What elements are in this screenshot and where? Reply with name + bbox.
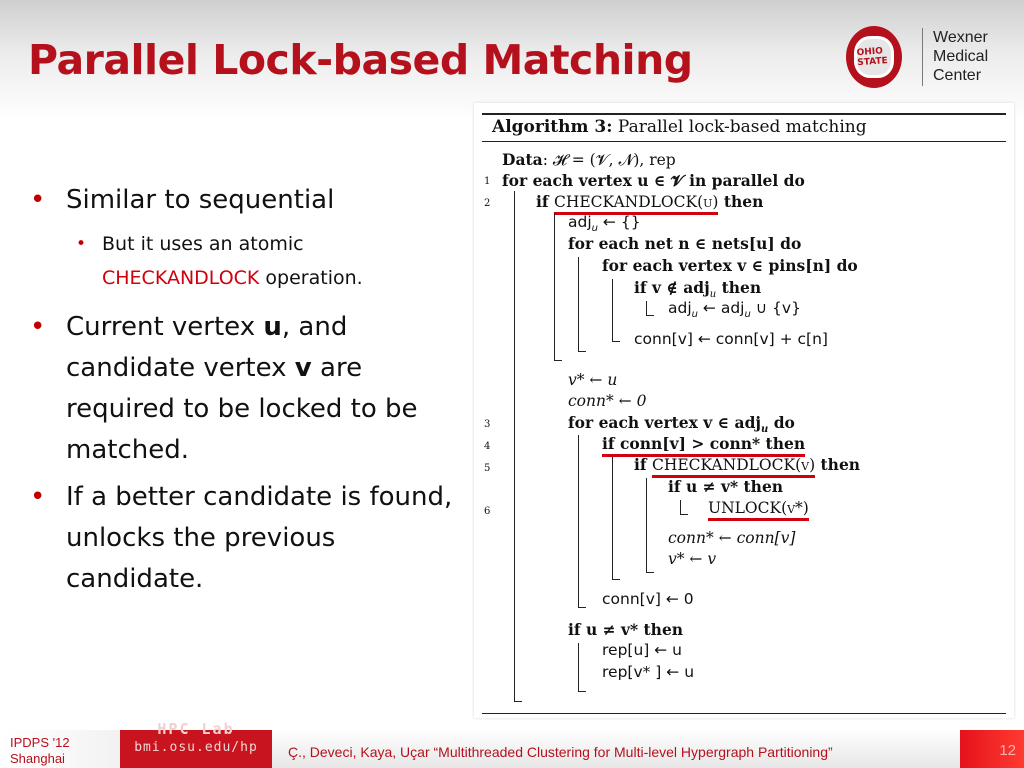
if-ne-bar	[680, 500, 681, 514]
unlock-call: UNLOCK(v*)	[708, 499, 809, 521]
logo-line-3: Center	[933, 67, 982, 84]
for-net-end	[578, 351, 586, 352]
footer-citation: Ç., Deveci, Kaya, Uçar “Multithreaded Clustering for Multi-level Hypergraph Partitioning”	[288, 744, 833, 760]
algorithm-data-line: Data: 𝓗 = (𝓥, 𝓝), rep	[502, 150, 676, 169]
logo-emblem-text: OHIO STATE	[856, 46, 889, 69]
conn-compare-condition: if conn[v] > conn* then	[602, 434, 805, 457]
footer-lab-name: HPC Lab	[157, 720, 235, 738]
algorithm-rep-vstar: rep[v* ] ← u	[602, 663, 695, 681]
bullet-item	[30, 180, 460, 221]
for-adj-end	[578, 607, 586, 608]
line-number: 3	[484, 419, 491, 430]
logo-line-1: Wexner	[933, 29, 988, 46]
algorithm-figure	[474, 103, 1014, 718]
for-vertex-bar	[612, 279, 613, 341]
line-number: 5	[484, 463, 491, 474]
sub-bullet-item	[76, 227, 460, 295]
algorithm-vstar-init: v* ← u	[568, 371, 618, 389]
if-final-end	[578, 691, 586, 692]
line-number: 4	[484, 441, 491, 452]
line-number: 1	[484, 176, 491, 187]
algorithm-top-rule	[482, 113, 1006, 115]
bullet-item	[30, 307, 460, 471]
footer-conf-line-1: IPDPS '12	[10, 735, 70, 750]
algorithm-bottom-rule	[482, 713, 1006, 714]
if-conn-bar	[612, 457, 613, 579]
algorithm-line-4	[602, 434, 805, 453]
if-conn-end	[612, 579, 620, 580]
footer-citation-block	[272, 730, 960, 768]
algorithm-if-u-ne-vstar: if u ≠ v* then	[668, 477, 784, 496]
footer-conf-line-2: Shanghai	[10, 751, 65, 766]
for-vertex-end	[612, 341, 620, 342]
bullet-text: , and candidate vertex	[66, 312, 348, 383]
algorithm-line-6	[708, 499, 809, 517]
for-block-bar	[514, 191, 515, 701]
algorithm-vstar-assign: v* ← v	[668, 550, 717, 568]
line-number: 2	[484, 198, 491, 209]
if-block-end	[554, 360, 562, 361]
bullet-text: are required to be locked to be matched.	[66, 353, 418, 465]
page-number: 12	[999, 742, 1016, 759]
algorithm-line-5: if CHECKANDLOCK(v) then	[634, 455, 860, 474]
bullet-item	[30, 477, 460, 600]
footer-page-block	[960, 730, 1024, 768]
algorithm-line-2: if CHECKANDLOCK(u) then	[536, 192, 763, 211]
algorithm-conn-star-init: conn* ← 0	[568, 392, 647, 410]
if-block-bar	[554, 213, 555, 360]
ohio-state-o-icon	[846, 26, 902, 88]
if-lock-end	[646, 572, 654, 573]
algorithm-conn-star-assign: conn* ← conn[v]	[668, 529, 796, 547]
checkandlock-v-call: CHECKANDLOCK(v)	[652, 456, 815, 478]
slide-footer	[0, 720, 1024, 768]
footer-conference	[0, 730, 120, 768]
for-adj-bar	[578, 435, 579, 607]
checkandlock-u-call: CHECKANDLOCK(u)	[554, 193, 719, 215]
vertex-v-label: v	[294, 353, 312, 383]
logo-divider	[922, 28, 923, 86]
line-number: 6	[484, 506, 491, 517]
for-net-bar	[578, 257, 579, 351]
algorithm-for-vertex: for each vertex v ∈ pins[n] do	[602, 256, 858, 275]
algorithm-line-3: for each vertex v ∈ adj$_u$ do	[568, 413, 795, 436]
algorithm-if-final: if u ≠ v* then	[568, 620, 684, 639]
algorithm-rep-u: rep[u] ← u	[602, 641, 682, 659]
for-block-end	[514, 701, 522, 702]
algorithm-if-not-in: if v ∉ adj$_u$ then	[634, 278, 762, 301]
sub-bullet-text: But it uses an atomic	[102, 233, 304, 255]
footer-lab-url: bmi.osu.edu/hp	[134, 740, 258, 755]
algorithm-conn-increment: conn[v] ← conn[v] + c[n]	[634, 330, 828, 348]
bullet-marker: •	[30, 185, 46, 215]
algorithm-title: Algorithm 3: Parallel lock-based matching	[492, 117, 867, 137]
if-ne-end	[680, 514, 688, 515]
algorithm-title-rule	[482, 141, 1006, 142]
bullet-text: Current vertex	[66, 312, 264, 342]
algorithm-adj-init: adj$_u$ ← {}	[568, 213, 641, 235]
algorithm-for-net: for each net n ∈ nets[u] do	[568, 234, 802, 253]
bullet-marker: •	[30, 482, 46, 512]
bullet-text: Similar to sequential	[66, 185, 335, 215]
if-lock-bar	[646, 478, 647, 572]
bullet-text: If a better candidate is found, unlocks the previous candidate.	[66, 482, 453, 594]
if-notin-end	[646, 315, 654, 316]
bullet-marker: •	[76, 234, 87, 254]
if-final-bar	[578, 643, 579, 691]
checkandlock-keyword: CHECKANDLOCK	[102, 267, 260, 289]
logo-text	[933, 28, 988, 85]
bullet-list	[30, 180, 460, 606]
algorithm-adj-add: adj$_u$ ← adj$_u$ ∪ {v}	[668, 299, 801, 321]
algorithm-conn-reset: conn[v] ← 0	[602, 590, 694, 608]
footer-lab-block	[120, 720, 272, 768]
logo-line-2: Medical	[933, 48, 989, 65]
bullet-marker: •	[30, 312, 46, 342]
vertex-u-label: u	[263, 312, 282, 342]
osu-wexner-logo	[846, 24, 1016, 90]
slide-title: Parallel Lock-based Matching	[28, 36, 693, 84]
algorithm-line-1: for each vertex u ∈ 𝓥 in parallel do	[502, 171, 805, 190]
sub-bullet-text-tail: operation.	[259, 267, 363, 289]
if-notin-bar	[646, 301, 647, 315]
